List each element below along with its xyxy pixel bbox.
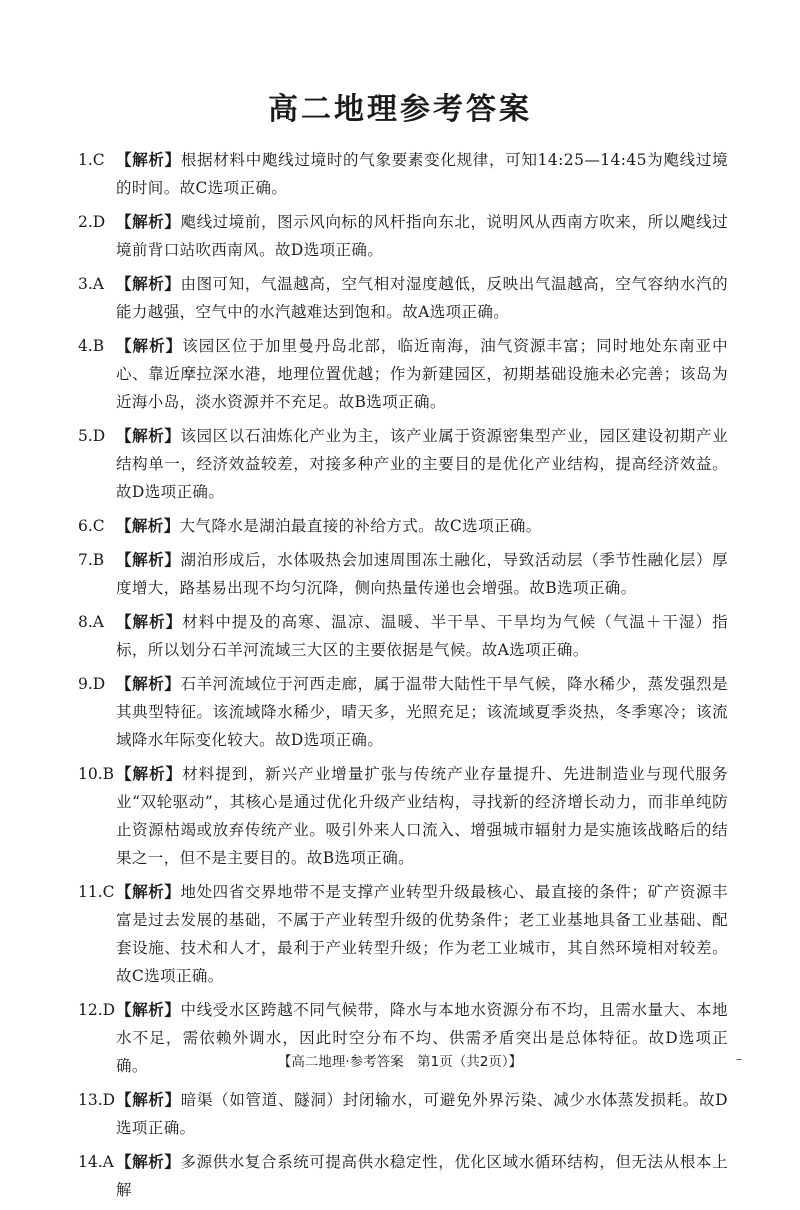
- answer-item: [78, 1148, 728, 1204]
- analysis-tag: 【解析】: [116, 551, 181, 569]
- answer-explanation: 由图可知，气温越高，空气相对湿度越低，反映出气温越高，空气容纳水汽的能力越强，空气中的水汽越难达到饱和。故A选项正确。: [116, 275, 728, 321]
- answer-explanation: 地处四省交界地带不是支撑产业转型升级最核心、最直接的条件；矿产资源丰富是过去发展的基础，不属于产业转型升级的优势条件；老工业基地具备工业基础、配套设施、技术和人才，最利于产业转型升级；作为老工业城市，其自然环境相对较差。故C选项正确。: [116, 883, 728, 985]
- answer-item: [78, 146, 728, 202]
- answer-number: 7.B: [78, 551, 105, 569]
- answer-item: [78, 878, 728, 990]
- analysis-tag: 【解析】: [116, 1001, 181, 1019]
- answer-number: 8.A: [78, 613, 104, 631]
- analysis-tag: 【解析】: [116, 151, 181, 169]
- answer-explanation: 中线受水区跨越不同气候带，降水与本地水资源分布不均，且需水量大、本地水不足，需依赖外调水，因此时空分布不均、供需矛盾突出是总体特征。故D选项正确。: [116, 1001, 728, 1075]
- answer-number: 10.B: [78, 765, 115, 783]
- answer-explanation: 该园区以石油炼化产业为主，该产业属于资源密集型产业，园区建设初期产业结构单一，经济效益较差，对接多种产业的主要目的是优化产业结构，提高经济效益。故D选项正确。: [116, 427, 728, 501]
- analysis-tag: 【解析】: [116, 1091, 181, 1109]
- analysis-tag: 【解析】: [116, 337, 183, 355]
- answer-item: [78, 512, 728, 540]
- answer-explanation: 材料中提及的高寒、温凉、温暖、半干旱、干旱均为气候（气温＋干湿）指标，所以划分石羊河流域三大区的主要依据是气候。故A选项正确。: [116, 613, 728, 659]
- answer-number: 5.D: [78, 427, 106, 445]
- answer-number: 14.A: [78, 1153, 114, 1171]
- answer-explanation: 石羊河流域位于河西走廊，属于温带大陆性干旱气候，降水稀少，蒸发强烈是其典型特征。该流域降水稀少，晴天多，光照充足；该流域夏季炎热，冬季寒冷；该流域降水年际变化较大。故D选项正确。: [116, 675, 728, 749]
- analysis-tag: 【解析】: [116, 765, 183, 783]
- answer-number: 13.D: [78, 1091, 116, 1109]
- answer-number: 12.D: [78, 1001, 116, 1019]
- page-title: 高二地理参考答案: [268, 92, 532, 127]
- answer-item: [78, 208, 728, 264]
- answer-item: [78, 332, 728, 416]
- answer-item: [78, 270, 728, 326]
- analysis-tag: 【解析】: [116, 613, 183, 631]
- answer-explanation: 飑线过境前，图示风向标的风杆指向东北，说明风从西南方吹来，所以飑线过境前背口站吹西南风。故D选项正确。: [116, 213, 728, 259]
- answer-item: [78, 760, 728, 872]
- answer-item: [78, 1086, 728, 1142]
- answer-number: 2.D: [78, 213, 106, 231]
- answer-number: 9.D: [78, 675, 106, 693]
- analysis-tag: 【解析】: [116, 883, 181, 901]
- analysis-tag: 【解析】: [116, 517, 180, 535]
- answer-number: 4.B: [78, 337, 105, 355]
- answer-item: [78, 546, 728, 602]
- answer-explanation: 材料提到，新兴产业增量扩张与传统产业存量提升、先进制造业与现代服务业“双轮驱动”，其核心是通过优化升级产业结构，寻找新的经济增长动力，而非单纯防止资源枯竭或放弃传统产业。吸引外来人口流入、增强城市辐射力是实施该战略后的结果之一，但不是主要目的。故B选项正确。: [116, 765, 728, 867]
- analysis-tag: 【解析】: [116, 427, 181, 445]
- corner-mark: –: [736, 1052, 742, 1066]
- analysis-tag: 【解析】: [116, 213, 181, 231]
- answer-item: [78, 608, 728, 664]
- answer-number: 11.C: [78, 883, 115, 901]
- answer-number: 3.A: [78, 275, 104, 293]
- answer-explanation: 湖泊形成后，水体吸热会加速周围冻土融化，导致活动层（季节性融化层）厚度增大，路基易出现不均匀沉降，侧向热量传递也会增强。故B选项正确。: [116, 551, 728, 597]
- analysis-tag: 【解析】: [116, 275, 181, 293]
- answer-explanation: 多源供水复合系统可提高供水稳定性，优化区域水循环结构，但无法从根本上解: [116, 1153, 728, 1199]
- page-footer: 【高二地理·参考答案 第1页（共2页）】: [277, 1054, 523, 1070]
- answer-item: [78, 670, 728, 754]
- answer-number: 6.C: [78, 517, 105, 535]
- answer-explanation: 该园区位于加里曼丹岛北部，临近南海，油气资源丰富；同时地处东南亚中心、靠近摩拉深水港，地理位置优越；作为新建园区，初期基础设施未必完善；该岛为近海小岛，淡水资源并不充足。故B选项正确。: [116, 337, 728, 411]
- answer-number: 1.C: [78, 151, 105, 169]
- answer-explanation: 暗渠（如管道、隧洞）封闭输水，可避免外界污染、减少水体蒸发损耗。故D选项正确。: [116, 1091, 728, 1137]
- answer-explanation: 根据材料中飑线过境时的气象要素变化规律，可知14:25—14:45为飑线过境的时间。故C选项正确。: [116, 151, 728, 197]
- analysis-tag: 【解析】: [116, 1153, 181, 1171]
- answer-item: [78, 422, 728, 506]
- answer-explanation: 大气降水是湖泊最直接的补给方式。故C选项正确。: [179, 517, 542, 535]
- analysis-tag: 【解析】: [116, 675, 181, 693]
